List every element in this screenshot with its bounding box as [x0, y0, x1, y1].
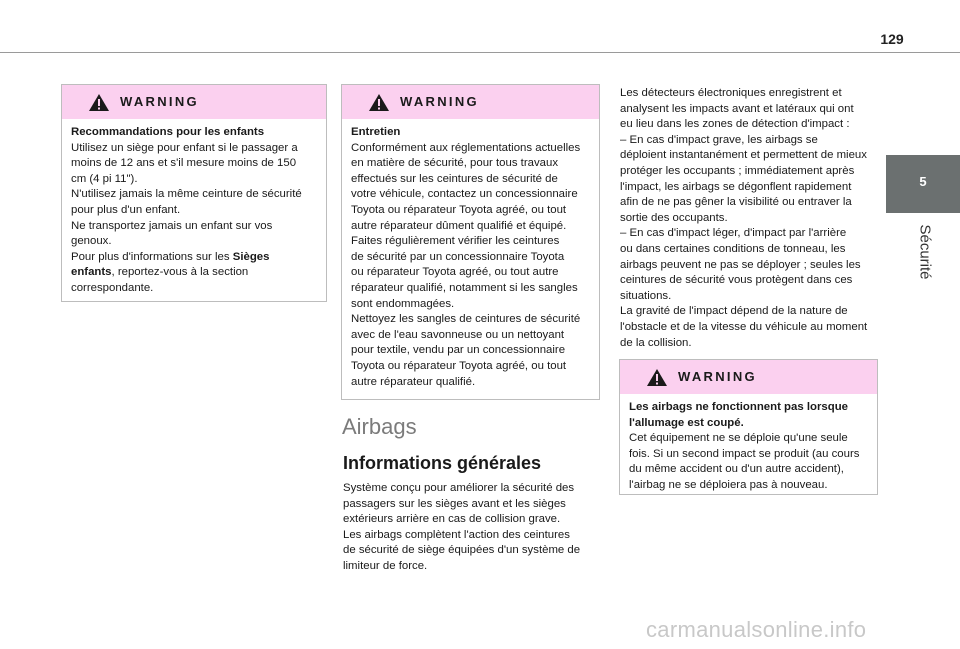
text-line: déploient instantanément et permettent de mieux [620, 149, 867, 162]
text-line: effectués sur les ceintures de sécurité de [351, 172, 558, 185]
text-line: La gravité de l'impact dépend de la nature de [620, 305, 848, 318]
text-line: de sécurité de siège équipées d'un système de [343, 544, 581, 557]
warning-body [629, 400, 869, 494]
text-line: en matière de sécurité, pour tous travaux [351, 157, 559, 170]
warning-body [351, 125, 591, 390]
text-line: Ne transportez jamais un enfant sur vos [71, 219, 273, 232]
warning-heading: Les airbags ne fonctionnent pas lorsque [629, 401, 848, 413]
text-line: votre véhicule, contactez un concessionnaire [351, 188, 578, 201]
text-line: Utilisez un siège pour enfant si le passager a [71, 141, 298, 154]
text-line: situations. [620, 289, 672, 302]
child-seats-link[interactable]: Sièges [232, 250, 270, 263]
warning-box-children [61, 84, 327, 302]
text-line: de la collision. [620, 336, 692, 349]
text-span: Pour plus d'informations sur les [71, 250, 233, 263]
airbags-intro [343, 481, 605, 575]
text-line: – En cas d'impact léger, d'impact par l'arrière [620, 227, 847, 240]
section-title: Airbags [342, 414, 417, 439]
text-line: du même accident ou d'un autre accident), [629, 463, 844, 476]
text-line: cm (4 pi 11"). [71, 172, 138, 185]
watermark: carmanualsonline.info [646, 617, 867, 642]
text-line: Nettoyez les sangles de ceintures de sécurité [351, 313, 581, 326]
text-line: Système conçu pour améliorer la sécurité des [343, 482, 575, 494]
text-line: sortie des occupants. [620, 211, 728, 224]
warning-header [620, 360, 877, 394]
chapter-label [911, 212, 939, 292]
text-line: N'utilisez jamais la même ceinture de sécurité [71, 188, 302, 201]
text-line: Toyota ou réparateur Toyota agréé, ou tout [351, 203, 567, 216]
text-line: ou dans certaines conditions de tonneau, les [620, 242, 846, 255]
warning-body [71, 125, 318, 297]
text-line: extérieurs arrière en cas de collision grave. [343, 513, 561, 526]
reference-line [71, 250, 318, 266]
reference-line [71, 265, 318, 281]
chapter-tab[interactable] [886, 155, 960, 213]
text-line: Faites régulièrement vérifier les ceintures [351, 235, 560, 248]
warning-title: WARNING [120, 94, 199, 109]
header-rule [0, 52, 960, 53]
text-line: autre réparateur qualifié. [351, 375, 476, 388]
text-line: sont endommagées. [351, 297, 455, 310]
warning-title: WARNING [400, 94, 479, 109]
warning-triangle-icon [368, 93, 390, 112]
text-line: pour textile, vendu par un concessionnaire [351, 344, 566, 357]
text-line: ceintures de sécurité vous protègent dans ces [620, 274, 853, 287]
warning-heading: l'allumage est coupé. [629, 416, 744, 429]
chapter-number: 5 [919, 174, 927, 189]
text-line: Les airbags complètent l'action des ceintures [343, 528, 570, 541]
text-line: passagers sur les sièges avant et les sièges [343, 497, 566, 510]
text-line: Cet équipement ne se déploie qu'une seule [629, 432, 848, 445]
text-line: avec de l'eau savonneuse ou un nettoyant [351, 328, 565, 341]
warning-title: WARNING [678, 369, 757, 384]
text-line: Toyota ou réparateur Toyota agréé, ou tout [351, 359, 567, 372]
text-line: airbags peuvent ne pas se déployer ; seules les [620, 258, 861, 271]
text-line: de sécurité par un concessionnaire Toyota [351, 250, 565, 263]
text-line: Conformément aux réglementations actuelles [351, 141, 581, 154]
text-line: limiteur de force. [343, 559, 428, 572]
text-line: protéger les occupants ; immédiatement après [620, 164, 855, 177]
text-line: correspondante. [71, 281, 154, 294]
text-line: eu lieu dans les zones de détection d'impact : [620, 118, 850, 131]
warning-box-airbag [619, 359, 878, 495]
page-number: 129 [880, 31, 904, 47]
text-line: moins de 12 ans et s'il mesure moins de 150 [71, 157, 297, 170]
warning-triangle-icon [646, 368, 668, 387]
text-line: pour plus d'un enfant. [71, 203, 181, 216]
warning-heading: Entretien [351, 126, 401, 138]
text-line: fois. Si un second impact se produit (au cours [629, 447, 860, 460]
text-line: l'obstacle et de la vitesse du véhicule au moment [620, 320, 868, 333]
text-line: réparateur qualifié, notamment si les sangles [351, 281, 578, 294]
text-span: , reportez-vous à la section [111, 266, 249, 279]
text-line: ou réparateur Toyota agréé, ou tout autre [351, 266, 559, 279]
warning-box-maintenance [341, 84, 600, 400]
warning-heading: Recommandations pour les enfants [71, 126, 265, 138]
warning-header [62, 85, 326, 119]
text-line: Les détecteurs électroniques enregistrent et [620, 87, 842, 99]
text-line: analysent les impacts avant et latéraux qui ont [620, 102, 854, 115]
warning-triangle-icon [88, 93, 110, 112]
text-line: l'impact, les airbags se dégonflent rapidement [620, 180, 852, 193]
text-line: – En cas d'impact grave, les airbags se [620, 133, 818, 146]
text-line: l'airbag ne se déploiera pas à nouveau. [629, 478, 828, 491]
warning-header [342, 85, 599, 119]
child-seats-link-cont[interactable]: enfants [71, 266, 112, 279]
detectors-text [620, 86, 880, 351]
chapter-label-text: Sécurité [916, 224, 934, 280]
text-line: autre réparateur dûment qualifié et équipé. [351, 219, 567, 232]
text-line: genoux. [71, 235, 112, 248]
subsection-title: Informations générales [343, 453, 542, 473]
text-line: afin de ne pas gêner la visibilité ou entraver la [620, 196, 852, 209]
